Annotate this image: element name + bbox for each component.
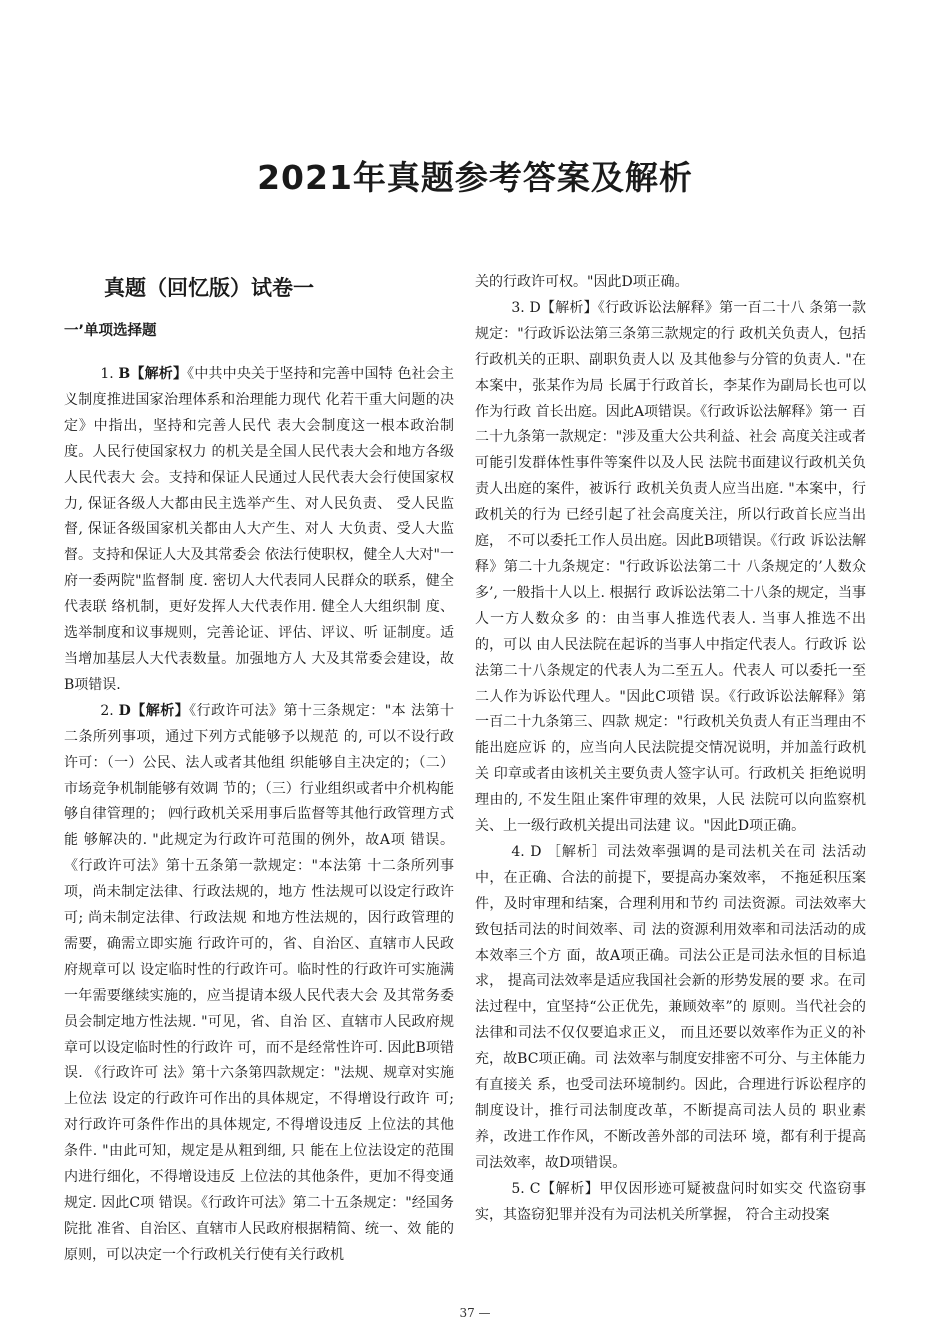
answer-item-5	[475, 1177, 866, 1229]
item-text: 《行政诉讼法解释》第一百二十八 条第一款规定："行政诉讼法第三条第三款规定的行 政机关负责人，包括行政机关的正职、副职负责人以 及其他参与分管的负责人. "在本案中，张某作为局 长属于行政首长，李某作为副局长也可以作为行政 首长出庭。因此A项错误。《行政诉讼法解释》第一 百二十九条第一款规定："涉及重大公共利益、社会 高度关注或者可能引发群体性事件等案件以及人民 法院书面建议行政机关负责人出庭的案件，被诉行 政机关负责人应当出庭. "本案中，行政机关的行为 已经引起了社会高度关注，所以行政首长应当出庭， 不可以委托工作人员出庭。因此B项错误。《行政 诉讼法解释》第二十九条规定："行政诉讼法第二十 八条规定的’人数众多’, 一般指十人以上. 根据行 政诉讼法第二十八条的规定，当事人一方人数众多 的：由当事人推选代表人. 当事人推选不出的，可以 由人民法院在起诉的当事人中指定代表人。行政诉 讼法第二十八条规定的代表人为二至五人。代表人 可以委托一至二人作为诉讼代理人。"因此C项错 误。《行政诉讼法解释》第一百二十九条第三、四款 规定："行政机关负责人有正当理由不能出庭应诉 的，应当向人民法院提交情况说明，并加盖行政机关 印章或者由该机关主要负责人签字认可。行政机关 拒绝说明理由的, 不发生阻止案件审理的效果，人民 法院可以向监察机关、上一级行政机关提出司法建 议。"因此D项正确。	[475, 299, 867, 835]
answer-item-3	[475, 296, 866, 840]
answer-item-4	[475, 840, 866, 1177]
item-answer: B	[118, 366, 131, 382]
answer-item-2	[64, 699, 454, 1269]
left-column	[64, 272, 454, 1269]
item-tag: 【解析】	[540, 299, 598, 316]
item-answer: C	[529, 1180, 541, 1197]
item-text: 《中共中央关于坚持和完善中国特 色社会主义制度推进国家治理体系和治理能力现代 化若干重大问题的决定》中指出，坚持和完善人民代 表大会制度这一根本政治制度。人民行使国家权力 的机关是全国人民代表大会和地方各级人民代表大 会。支持和保证人民通过人民代表大会行使国家权 力, 保证各级人大都由民主选举产生、对人民负责、 受人民监督, 保证各级国家机关都由人大产生、对人 大负责、受人大监督。支持和保证人大及其常委会 依法行使职权，健全人大对"一府一委两院"监督制 度. 密切人大代表同人民群众的联系，健全代表联 络机制，更好发挥人大代表作用. 健全人大组织制 度、选举制度和议事规则，完善论证、评估、评议、听 证制度。适当增加基层人大代表数量。加强地方人 大及其常委会建设，故B项错误.	[64, 366, 455, 693]
item-number: 1.	[100, 366, 114, 382]
answer-item-1	[64, 362, 454, 699]
item-text: 甲仅因形迹可疑被盘问时如实交 代盗窃事实，其盗窃犯罪并没有为司法机关所掌握， 符合主动投案	[475, 1180, 867, 1223]
item-tag: 【解析】	[130, 702, 190, 719]
item-number: 2.	[100, 702, 114, 719]
page-title: 2021年真题参考答案及解析	[257, 158, 693, 197]
item-text: 《行政许可法》第十三条规定："本 法第十二条所列事项，通过下列方式能够予以规范 的, 可以不设行政许可：（一）公民、法人或者其他组 织能够自主决定的；（二）市场竞争机制能够有效调 节的；（三）行业组织或者中介机构能够自律管理的； ㈣行政机关采用事后监督等其他行政管理方式能 够解决的. "此规定为行政许可范围的例外，故A项 错误。《行政许可法》第十五条第一款规定："本法第 十二条所列事项，尚未制定法律、行政法规的，地方 性法规可以设定行政许可; 尚未制定法律、行政法规 和地方性法规的，因行政管理的需要，确需立即实施 行政许可的，省、自治区、直辖市人民政府规章可以 设定临时性的行政许可。临时性的行政许可实施满 一年需要继续实施的，应当提请本级人民代表大会 及其常务委员会制定地方性法规. "可见，省、自治 区、直辖市人民政府规章可以设定临时性的行政许 可，而不是经常性许可. 因此B项错误. 《行政许可 法》第十六条第四款规定："法规、规章对实施上位法 设定的行政许可作出的具体规定，不得增设行政许 可; 对行政许可条件作出的具体规定, 不得增设违反 上位法的其他条件. "由此可知，规定是从粗到细, 只 能在上位法设定的范围内进行细化，不得增设违反 上位法的其他条件，更加不得变通规定. 因此C项 错误。《行政许可法》第二十五条规定："经国务院批 准省、自治区、直辖市人民政府根据精简、统一、效 能的原则，可以决定一个行政机关行使有关行政机	[64, 702, 455, 1263]
item-number: 5.	[511, 1180, 525, 1197]
item-number: 4.	[511, 843, 525, 860]
item-answer: D	[118, 702, 131, 719]
item-answer: D	[529, 299, 541, 316]
item-answer: D	[530, 843, 542, 860]
page-number: 37 —	[459, 1306, 491, 1320]
continued-text: 关的行政许可权。"因此D项正确。	[475, 274, 689, 290]
item-tag: ［解析］	[546, 843, 607, 860]
paper-title: 真题（回忆版）试卷一	[104, 276, 314, 300]
item-tag: 【解析】	[540, 1180, 600, 1197]
section-heading: 一’单项选择题	[64, 323, 157, 339]
item-text: 司法效率强调的是司法机关在司 法活动中，在正确、合法的前提下，要提高办案效率， 不拖延积压案件，及时审理和结案，合理利用和节约 司法资源。司法效率大致包括司法的时间效率、司 法的资源利用效率和司法活动的成本效率三个方 面，故A项正确。司法公正是司法永恒的目标追求， 提高司法效率是适应我国社会新的形势发展的要 求。在司法过程中，宜坚持“公正优先，兼顾效率”的 原则。当代社会的法律和司法不仅仅要追求正义， 而且还要以效率作为正义的补充，故BC项正确。司 法效率与制度安排密不可分、与主体能力有直接关 系，也受司法环境制约。因此，合理进行诉讼程序的 制度设计，推行司法制度改革，不断提高司法人员的 职业素养，改进工作作风，不断改善外部的司法环 境，都有利于提高司法效率，故D项错误。	[475, 843, 867, 1171]
item-tag: 【解析】	[130, 366, 188, 382]
right-column	[475, 270, 866, 1229]
item-number: 3.	[511, 299, 525, 316]
